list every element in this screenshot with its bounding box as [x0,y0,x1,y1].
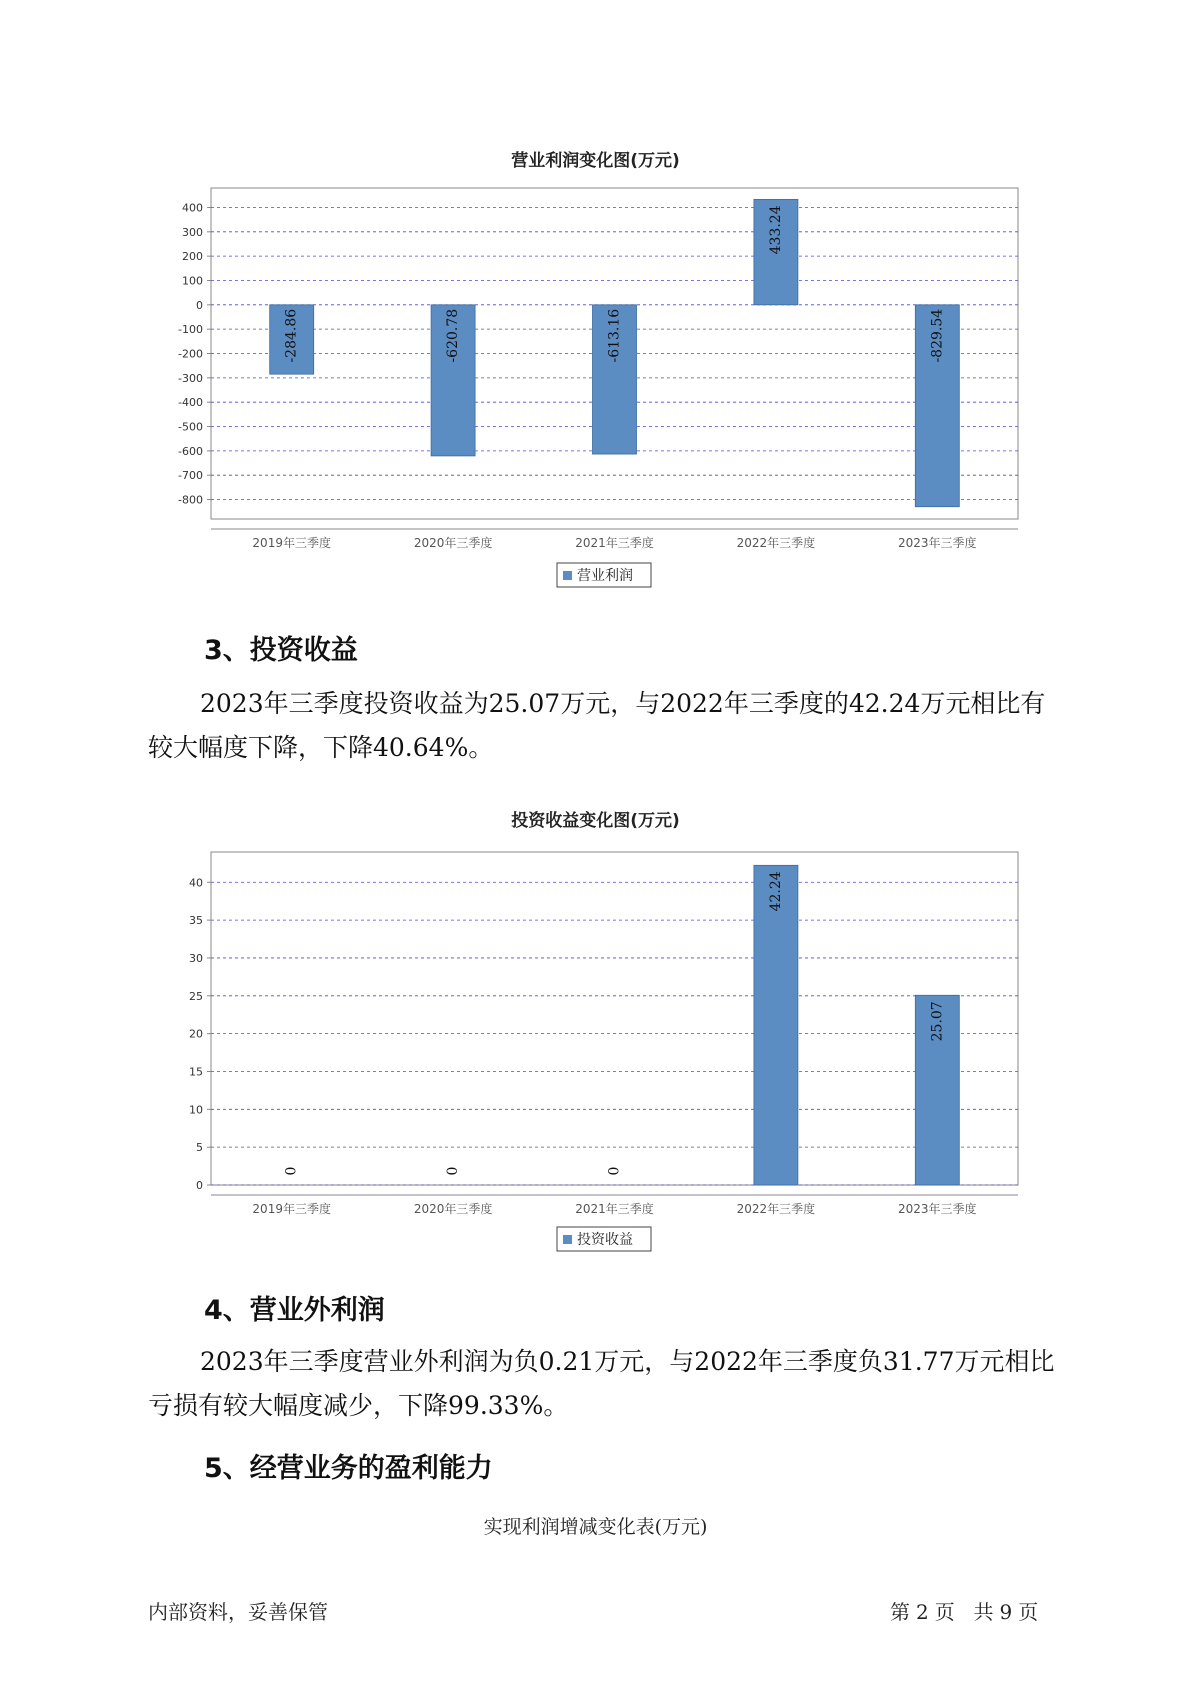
bar [754,865,798,1185]
x-tick-label: 2022年三季度 [736,1202,816,1216]
y-tick-label: 20 [189,1027,203,1041]
legend-swatch [563,1235,572,1244]
plot-area [211,852,1018,1185]
footer-page-number [890,1596,1044,1625]
y-tick-label: 30 [189,951,203,965]
data-label: 25.07 [929,1001,946,1042]
page-current: 2 [916,1600,929,1624]
table-caption: 实现利润增减变化表(万元) [483,1516,708,1538]
x-tick-label: 2022年三季度 [736,536,816,550]
x-tick-label: 2019年三季度 [252,536,331,550]
page-prefix: 第 [890,1600,910,1624]
y-tick-label: 0 [196,1179,203,1192]
x-tick-label: 2020年三季度 [413,1202,493,1216]
operating-profit-chart [0,170,1191,600]
y-tick-label: 300 [182,225,203,239]
x-tick-label: 2021年三季度 [575,1202,654,1216]
footer-confidential-note: 内部资料，妥善保管 [148,1600,328,1624]
page-suffix: 页 [934,1600,955,1624]
y-tick-label: -100 [178,323,203,337]
y-tick-label: 40 [189,876,203,890]
y-tick-label: 10 [189,1103,203,1117]
section3-heading: 3、投资收益 [204,635,358,666]
y-tick-label: 5 [196,1141,203,1155]
investment-income-chart [0,830,1191,1250]
y-tick-label: 15 [189,1065,203,1079]
y-tick-label: -800 [178,493,203,507]
total-prefix: 共 [973,1600,994,1624]
data-label: -284.86 [283,308,300,363]
section4-paragraph: 2023年三季度营业外利润为负0.21万元，与2022年三季度负31.77万元相比亏损有较大幅度减少，下降99.33%。 [148,1347,1055,1420]
y-tick-label: -500 [178,420,203,434]
x-tick-label: 2020年三季度 [413,536,493,550]
section5-heading: 5、经营业务的盈利能力 [204,1453,493,1484]
y-tick-label: 400 [182,201,203,215]
y-tick-label: 0 [196,298,203,312]
data-label: 0 [445,1166,462,1176]
y-tick-label: -400 [178,396,203,410]
y-tick-label: 25 [189,989,203,1003]
data-label: 433.24 [767,205,784,255]
data-label: -620.78 [445,308,462,363]
y-tick-label: -200 [178,347,203,361]
total-suffix: 页 [1018,1600,1039,1624]
y-tick-label: -300 [178,371,203,385]
chart1-title: 营业利润变化图(万元) [511,151,680,171]
y-tick-label: -700 [178,469,203,483]
x-tick-label: 2023年三季度 [898,1202,977,1216]
section4-heading: 4、营业外利润 [204,1295,385,1326]
chart2-title: 投资收益变化图(万元) [511,811,680,831]
data-label: 0 [606,1166,623,1176]
page-total: 9 [999,1600,1013,1624]
x-tick-label: 2019年三季度 [252,1202,331,1216]
legend-label: 营业利润 [577,568,633,584]
x-tick-label: 2021年三季度 [575,536,654,550]
legend-label: 投资收益 [577,1232,633,1248]
y-tick-label: 100 [182,274,203,288]
y-tick-label: 35 [189,914,203,928]
data-label: 42.24 [767,871,784,912]
data-label: -829.54 [929,308,946,363]
legend-swatch [563,571,572,580]
y-tick-label: -600 [178,444,203,458]
x-tick-label: 2023年三季度 [898,536,977,550]
y-tick-label: 200 [182,250,203,264]
section3-paragraph: 2023年三季度投资收益为25.07万元，与2022年三季度的42.24万元相比有较大幅度下降，下降40.64%。 [148,689,1046,762]
data-label: 0 [283,1166,300,1176]
data-label: -613.16 [606,308,623,363]
